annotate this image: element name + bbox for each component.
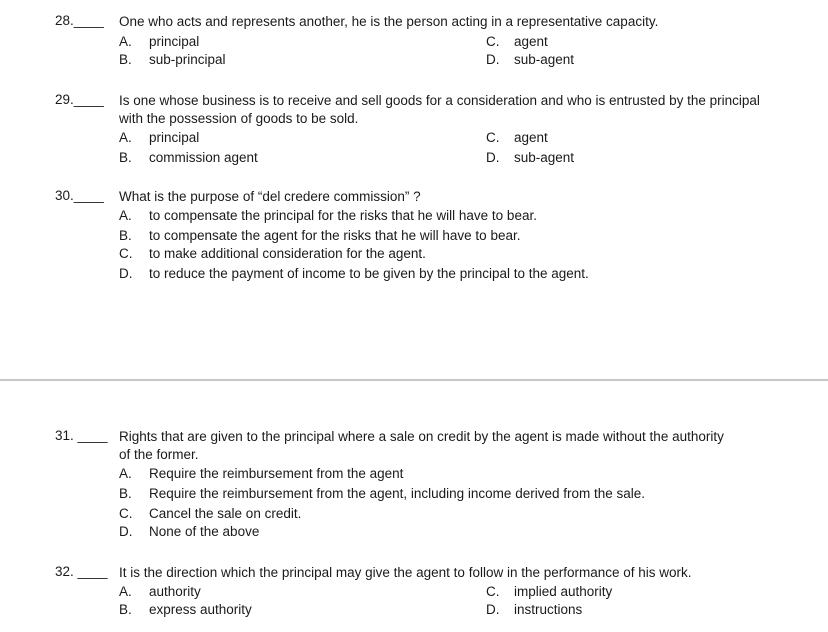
option-d xyxy=(486,602,582,617)
option-text: principal xyxy=(149,130,200,145)
option-a xyxy=(119,130,199,145)
option-b xyxy=(119,52,226,67)
option-text: None of the above xyxy=(149,524,260,539)
option-b xyxy=(119,602,252,617)
option-letter: B. xyxy=(119,602,132,617)
option-b xyxy=(119,150,258,165)
option-letter: B. xyxy=(119,52,132,67)
option-text: Require the reimbursement from the agent xyxy=(149,466,404,481)
question-number: 31. ____ xyxy=(55,428,108,443)
option-letter: B. xyxy=(119,150,132,165)
option-text: agent xyxy=(514,34,548,49)
option-d xyxy=(486,52,574,67)
question-number: 28.____ xyxy=(55,13,104,28)
option-b xyxy=(119,228,520,243)
option-letter: D. xyxy=(119,524,133,539)
option-a xyxy=(119,584,201,599)
page-divider xyxy=(0,379,828,381)
option-c xyxy=(486,130,548,145)
option-text: Require the reimbursement from the agent, including income derived from the sale. xyxy=(149,486,645,501)
question-stem: One who acts and represents another, he is the person acting in a representative capacity. xyxy=(119,14,659,29)
option-text: express authority xyxy=(149,602,252,617)
option-letter: B. xyxy=(119,228,132,243)
option-letter: C. xyxy=(119,506,133,521)
option-letter: D. xyxy=(119,266,133,281)
option-text: sub-principal xyxy=(149,52,226,67)
option-letter: C. xyxy=(486,130,500,145)
option-letter: C. xyxy=(486,584,500,599)
question-number: 30.____ xyxy=(55,188,104,203)
option-letter: D. xyxy=(486,52,500,67)
option-text: authority xyxy=(149,584,201,599)
option-letter: A. xyxy=(119,584,132,599)
option-letter: D. xyxy=(486,150,500,165)
option-letter: A. xyxy=(119,208,132,223)
option-text: to compensate the agent for the risks that he will have to bear. xyxy=(149,228,521,243)
option-text: agent xyxy=(514,130,548,145)
option-c xyxy=(119,246,426,261)
option-a xyxy=(119,208,537,223)
option-text: sub-agent xyxy=(514,52,575,67)
option-c xyxy=(486,584,612,599)
option-text: instructions xyxy=(514,602,583,617)
option-letter: A. xyxy=(119,130,132,145)
option-text: principal xyxy=(149,34,200,49)
option-a xyxy=(119,34,199,49)
option-text: to reduce the payment of income to be given by the principal to the agent. xyxy=(149,266,589,281)
question-number: 29.____ xyxy=(55,92,104,107)
option-letter: C. xyxy=(119,246,133,261)
option-text: to make additional consideration for the agent. xyxy=(149,246,426,261)
question-stem: Is one whose business is to receive and sell goods for a consideration and who is entrusted by the principal with the possession of goods to be sold. xyxy=(119,93,760,126)
question-stem: What is the purpose of “del credere commission” ? xyxy=(119,189,421,204)
option-b xyxy=(119,486,645,501)
option-letter: A. xyxy=(119,466,132,481)
option-letter: C. xyxy=(486,34,500,49)
option-d xyxy=(119,524,259,539)
option-a xyxy=(119,466,403,481)
option-text: sub-agent xyxy=(514,150,575,165)
option-letter: B. xyxy=(119,486,132,501)
option-text: implied authority xyxy=(514,584,613,599)
question-number: 32. ____ xyxy=(55,564,108,579)
option-c xyxy=(119,506,301,521)
option-letter: D. xyxy=(486,602,500,617)
question-stem: Rights that are given to the principal where a sale on credit by the agent is made without the authority of the former. xyxy=(119,429,724,462)
option-c xyxy=(486,34,548,49)
option-text: to compensate the principal for the risks that he will have to bear. xyxy=(149,208,537,223)
option-text: commission agent xyxy=(149,150,258,165)
option-letter: A. xyxy=(119,34,132,49)
option-d xyxy=(119,266,589,281)
option-text: Cancel the sale on credit. xyxy=(149,506,302,521)
question-stem: It is the direction which the principal may give the agent to follow in the performance of his work. xyxy=(119,565,692,580)
option-d xyxy=(486,150,574,165)
